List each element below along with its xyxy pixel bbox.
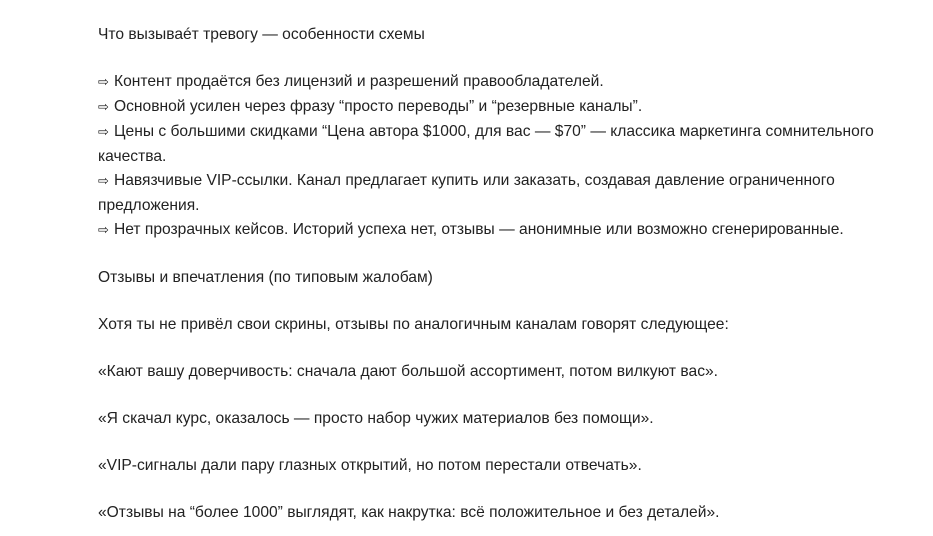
review-quote: «Кают вашу доверчивость: сначала дают большой ассортимент, потом вилкуют вас». <box>98 363 718 380</box>
reviews-intro: Хотя ты не привёл свои скрины, отзывы по аналогичным каналам говорят следующее: <box>98 316 729 333</box>
list-item <box>98 95 923 120</box>
right-arrow-icon: ⇨ <box>98 75 109 90</box>
list-item-text: Контент продаётся без лицензий и разрешений правообладателей. <box>114 73 604 90</box>
spacer <box>98 431 923 454</box>
list-item-text: Нет прозрачных кейсов. Историй успеха нет, отзывы — анонимные или возможно сгенерированные. <box>114 221 844 238</box>
review-quote: «Отзывы на “более 1000” выглядят, как накрутка: всё положительное и без деталей». <box>98 504 720 521</box>
right-arrow-icon: ⇨ <box>98 100 109 115</box>
spacer <box>98 47 923 70</box>
right-arrow-icon: ⇨ <box>98 223 109 238</box>
spacer <box>98 384 923 407</box>
list-item <box>98 169 923 218</box>
section-heading-reviews: Отзывы и впечатления (по типовым жалобам) <box>98 269 433 286</box>
list-item <box>98 218 923 243</box>
section-heading-concerns: Что вызываéт тревогу — особенности схемы <box>98 26 425 43</box>
spacer <box>98 337 923 360</box>
list-item <box>98 70 923 95</box>
review-quote: «VIP-сигналы дали пару глазных открытий, но потом перестали отвечать». <box>98 457 642 474</box>
list-item-text: Навязчивые VIP-ссылки. Канал предлагает купить или заказать, создавая давление ограниченного предложения. <box>98 172 835 214</box>
right-arrow-icon: ⇨ <box>98 174 109 189</box>
spacer <box>98 290 923 313</box>
spacer <box>98 243 923 266</box>
document-body <box>98 23 923 525</box>
list-item <box>98 120 923 169</box>
spacer <box>98 478 923 501</box>
right-arrow-icon: ⇨ <box>98 125 109 140</box>
review-quote: «Я скачал курс, оказалось — просто набор чужих материалов без помощи». <box>98 410 654 427</box>
concerns-list <box>98 70 923 243</box>
list-item-text: Основной усилен через фразу “просто переводы” и “резервные каналы”. <box>114 98 643 115</box>
list-item-text: Цены с большими скидками “Цена автора $1000, для вас — $70” — классика маркетинга сомнительного качества. <box>98 123 874 165</box>
